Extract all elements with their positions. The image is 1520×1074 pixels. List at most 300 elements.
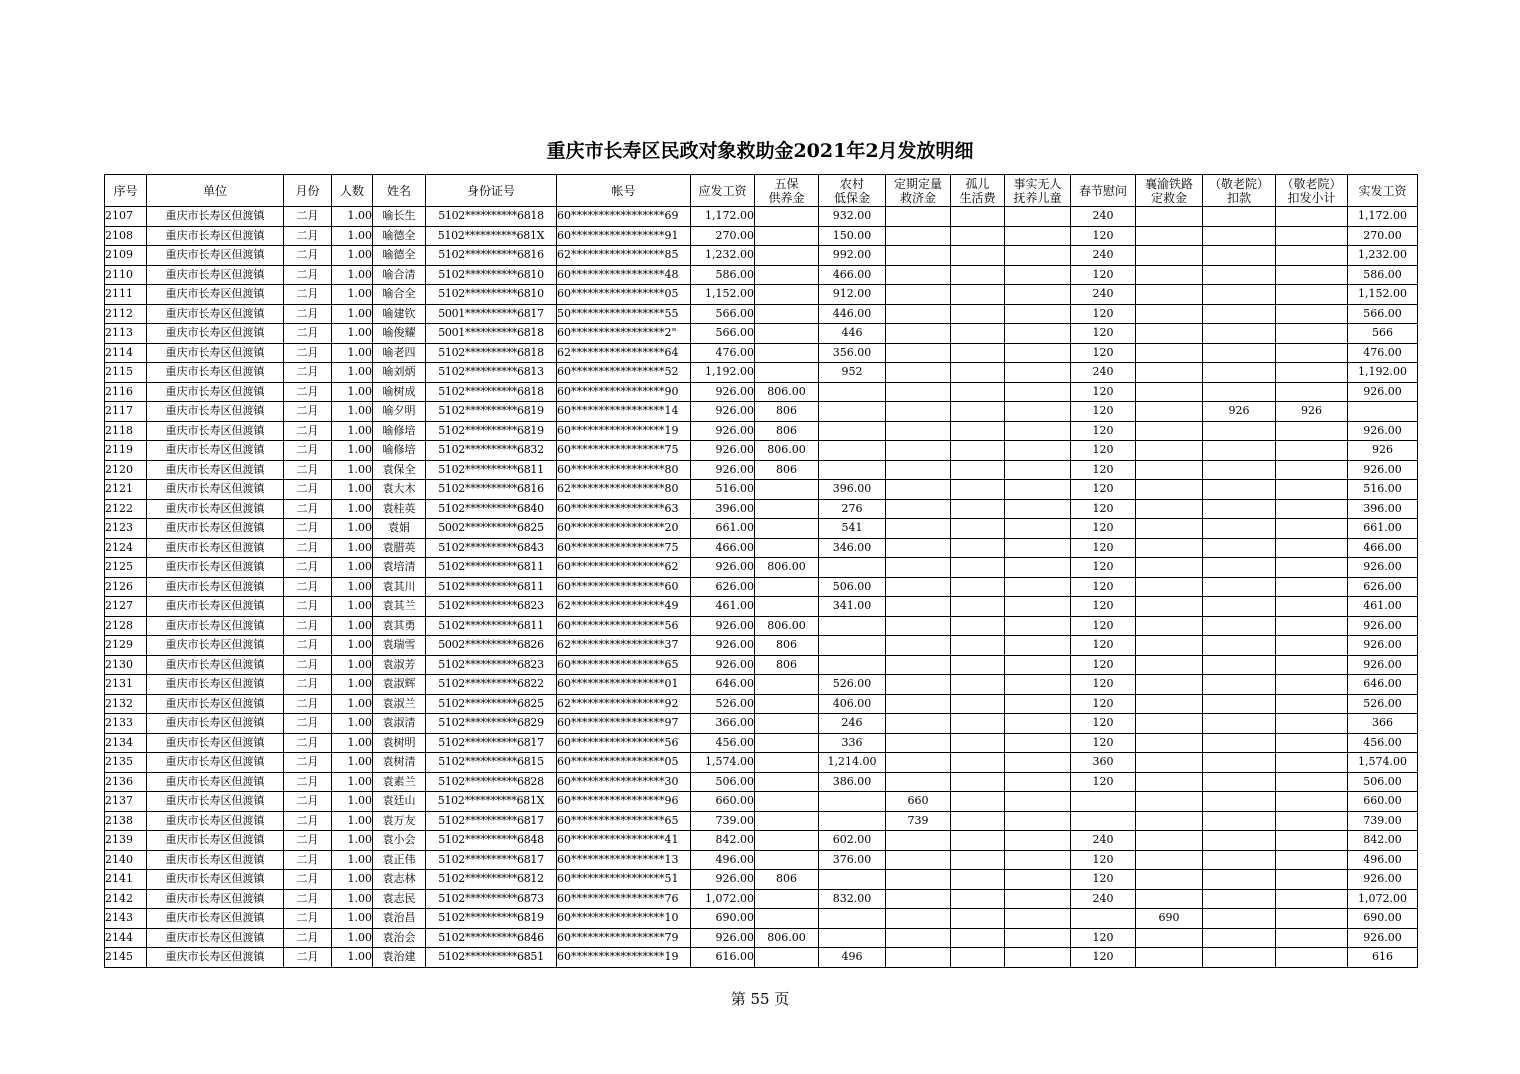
- cell-col-guer: [951, 675, 1005, 695]
- cell-col-jlyxj: [1276, 831, 1348, 851]
- cell-col-seq: 2135: [105, 753, 147, 773]
- cell-col-dingqi: [886, 519, 951, 539]
- cell-col-id: 5002**********6826: [426, 636, 557, 656]
- cell-col-xiangyu: [1136, 343, 1203, 363]
- cell-col-id: 5102**********6851: [426, 948, 557, 968]
- cell-col-chunjie: 120: [1071, 616, 1136, 636]
- cell-col-month: 二月: [284, 538, 332, 558]
- table-row: [105, 519, 1418, 539]
- cell-col-gross: 926.00: [691, 421, 755, 441]
- cell-col-shishi: [1005, 538, 1071, 558]
- cell-col-dingqi: [886, 928, 951, 948]
- cell-col-shishi: [1005, 363, 1071, 383]
- cell-col-account: 62*****************64: [557, 343, 691, 363]
- cell-col-dingqi: [886, 909, 951, 929]
- cell-col-count: 1.00: [332, 285, 373, 305]
- cell-col-count: 1.00: [332, 889, 373, 909]
- cell-col-account: 60*****************76: [557, 889, 691, 909]
- cell-col-wubao: [755, 343, 819, 363]
- cell-col-gross: 516.00: [691, 480, 755, 500]
- cell-col-dingqi: [886, 402, 951, 422]
- cell-col-wubao: 806.00: [755, 616, 819, 636]
- cell-col-seq: 2137: [105, 792, 147, 812]
- cell-col-net: 526.00: [1348, 694, 1418, 714]
- cell-col-net: 516.00: [1348, 480, 1418, 500]
- cell-col-dingqi: [886, 324, 951, 344]
- cell-col-gross: 366.00: [691, 714, 755, 734]
- cell-col-dingqi: [886, 421, 951, 441]
- cell-col-shishi: [1005, 948, 1071, 968]
- cell-col-shishi: [1005, 655, 1071, 675]
- cell-col-seq: 2127: [105, 597, 147, 617]
- cell-col-account: 60*****************01: [557, 675, 691, 695]
- cell-col-gross: 626.00: [691, 577, 755, 597]
- cell-col-jlykk: [1203, 480, 1276, 500]
- cell-col-seq: 2141: [105, 870, 147, 890]
- cell-col-month: 二月: [284, 889, 332, 909]
- cell-col-count: 1.00: [332, 304, 373, 324]
- cell-col-xiangyu: [1136, 324, 1203, 344]
- cell-col-gross: 526.00: [691, 694, 755, 714]
- cell-col-xiangyu: [1136, 519, 1203, 539]
- cell-col-count: 1.00: [332, 831, 373, 851]
- cell-col-xiangyu: [1136, 577, 1203, 597]
- cell-col-id: 5102**********6811: [426, 616, 557, 636]
- cell-col-jlykk: [1203, 733, 1276, 753]
- cell-col-chunjie: [1071, 792, 1136, 812]
- cell-col-month: 二月: [284, 850, 332, 870]
- cell-col-gross: 926.00: [691, 655, 755, 675]
- cell-col-unit: 重庆市长寿区但渡镇: [147, 733, 284, 753]
- cell-col-account: 60*****************96: [557, 792, 691, 812]
- cell-col-xiangyu: [1136, 928, 1203, 948]
- cell-col-unit: 重庆市长寿区但渡镇: [147, 753, 284, 773]
- cell-col-seq: 2108: [105, 226, 147, 246]
- cell-col-account: 60*****************19: [557, 948, 691, 968]
- cell-col-dibao: 336: [819, 733, 886, 753]
- table-row: [105, 694, 1418, 714]
- cell-col-chunjie: 120: [1071, 324, 1136, 344]
- cell-col-guer: [951, 870, 1005, 890]
- cell-col-dibao: 446.00: [819, 304, 886, 324]
- cell-col-name: 袁其勇: [373, 616, 426, 636]
- cell-col-seq: 2130: [105, 655, 147, 675]
- cell-col-id: 5102**********6823: [426, 597, 557, 617]
- cell-col-shishi: [1005, 733, 1071, 753]
- cell-col-wubao: [755, 207, 819, 227]
- cell-col-shishi: [1005, 499, 1071, 519]
- cell-col-id: 5102**********6812: [426, 870, 557, 890]
- cell-col-chunjie: 120: [1071, 772, 1136, 792]
- table-row: [105, 733, 1418, 753]
- table-row: [105, 343, 1418, 363]
- cell-col-shishi: [1005, 831, 1071, 851]
- cell-col-guer: [951, 948, 1005, 968]
- cell-col-net: 842.00: [1348, 831, 1418, 851]
- cell-col-account: 60*****************56: [557, 616, 691, 636]
- cell-col-dibao: 992.00: [819, 246, 886, 266]
- cell-col-gross: 396.00: [691, 499, 755, 519]
- cell-col-net: 461.00: [1348, 597, 1418, 617]
- cell-col-net: 476.00: [1348, 343, 1418, 363]
- cell-col-jlykk: [1203, 616, 1276, 636]
- cell-col-shishi: [1005, 441, 1071, 461]
- cell-col-gross: 566.00: [691, 304, 755, 324]
- cell-col-guer: [951, 558, 1005, 578]
- cell-col-dingqi: [886, 343, 951, 363]
- cell-col-shishi: [1005, 343, 1071, 363]
- cell-col-account: 60*****************97: [557, 714, 691, 734]
- cell-col-wubao: [755, 246, 819, 266]
- cell-col-name: 袁淑兰: [373, 694, 426, 714]
- cell-col-net: 366: [1348, 714, 1418, 734]
- cell-col-dibao: 466.00: [819, 265, 886, 285]
- table-row: [105, 870, 1418, 890]
- cell-col-guer: [951, 811, 1005, 831]
- cell-col-id: 5001**********6818: [426, 324, 557, 344]
- cell-col-seq: 2120: [105, 460, 147, 480]
- cell-col-guer: [951, 421, 1005, 441]
- cell-col-name: 喻建钦: [373, 304, 426, 324]
- cell-col-unit: 重庆市长寿区但渡镇: [147, 519, 284, 539]
- cell-col-unit: 重庆市长寿区但渡镇: [147, 909, 284, 929]
- cell-col-name: 袁廷山: [373, 792, 426, 812]
- cell-col-gross: 926.00: [691, 928, 755, 948]
- cell-col-seq: 2112: [105, 304, 147, 324]
- cell-col-dibao: 832.00: [819, 889, 886, 909]
- cell-col-shishi: [1005, 480, 1071, 500]
- cell-col-account: 60*****************52: [557, 363, 691, 383]
- cell-col-name: 袁治建: [373, 948, 426, 968]
- cell-col-chunjie: 240: [1071, 207, 1136, 227]
- cell-col-name: 喻合全: [373, 285, 426, 305]
- cell-col-unit: 重庆市长寿区但渡镇: [147, 889, 284, 909]
- cell-col-jlykk: [1203, 324, 1276, 344]
- cell-col-dingqi: [886, 948, 951, 968]
- cell-col-jlyxj: [1276, 207, 1348, 227]
- cell-col-unit: 重庆市长寿区但渡镇: [147, 558, 284, 578]
- cell-col-wubao: [755, 889, 819, 909]
- cell-col-unit: 重庆市长寿区但渡镇: [147, 616, 284, 636]
- cell-col-name: 袁桂英: [373, 499, 426, 519]
- cell-col-jlyxj: [1276, 928, 1348, 948]
- cell-col-wubao: [755, 577, 819, 597]
- cell-col-xiangyu: [1136, 889, 1203, 909]
- cell-col-unit: 重庆市长寿区但渡镇: [147, 831, 284, 851]
- cell-col-name: 袁其川: [373, 577, 426, 597]
- cell-col-seq: 2128: [105, 616, 147, 636]
- cell-col-month: 二月: [284, 811, 332, 831]
- cell-col-count: 1.00: [332, 207, 373, 227]
- cell-col-id: 5102**********6811: [426, 577, 557, 597]
- cell-col-guer: [951, 733, 1005, 753]
- table-row: [105, 811, 1418, 831]
- cell-col-chunjie: 240: [1071, 363, 1136, 383]
- cell-col-wubao: [755, 831, 819, 851]
- cell-col-jlykk: [1203, 285, 1276, 305]
- cell-col-jlykk: [1203, 675, 1276, 695]
- cell-col-jlyxj: [1276, 343, 1348, 363]
- cell-col-seq: 2126: [105, 577, 147, 597]
- cell-col-dingqi: [886, 889, 951, 909]
- cell-col-net: 926.00: [1348, 460, 1418, 480]
- cell-col-name: 袁树清: [373, 753, 426, 773]
- cell-col-net: 926: [1348, 441, 1418, 461]
- cell-col-jlykk: [1203, 948, 1276, 968]
- cell-col-count: 1.00: [332, 460, 373, 480]
- cell-col-wubao: [755, 714, 819, 734]
- cell-col-guer: [951, 889, 1005, 909]
- table-row: [105, 714, 1418, 734]
- cell-col-chunjie: 120: [1071, 558, 1136, 578]
- cell-col-id: 5102**********6840: [426, 499, 557, 519]
- cell-col-chunjie: 120: [1071, 226, 1136, 246]
- cell-col-count: 1.00: [332, 421, 373, 441]
- cell-col-name: 喻刘炳: [373, 363, 426, 383]
- cell-col-jlykk: [1203, 694, 1276, 714]
- cell-col-gross: 926.00: [691, 441, 755, 461]
- cell-col-xiangyu: [1136, 616, 1203, 636]
- table-row: [105, 948, 1418, 968]
- cell-col-jlyxj: [1276, 480, 1348, 500]
- cell-col-month: 二月: [284, 402, 332, 422]
- cell-col-jlyxj: [1276, 889, 1348, 909]
- cell-col-wubao: [755, 948, 819, 968]
- cell-col-xiangyu: [1136, 870, 1203, 890]
- cell-col-month: 二月: [284, 675, 332, 695]
- table-row: [105, 831, 1418, 851]
- cell-col-id: 5102**********6817: [426, 733, 557, 753]
- cell-col-wubao: [755, 265, 819, 285]
- cell-col-name: 喻修培: [373, 441, 426, 461]
- cell-col-xiangyu: [1136, 636, 1203, 656]
- cell-col-xiangyu: [1136, 402, 1203, 422]
- cell-col-month: 二月: [284, 928, 332, 948]
- cell-col-seq: 2144: [105, 928, 147, 948]
- cell-col-seq: 2119: [105, 441, 147, 461]
- cell-col-unit: 重庆市长寿区但渡镇: [147, 285, 284, 305]
- cell-col-wubao: [755, 792, 819, 812]
- cell-col-seq: 2109: [105, 246, 147, 266]
- cell-col-chunjie: 120: [1071, 499, 1136, 519]
- cell-col-gross: 461.00: [691, 597, 755, 617]
- cell-col-jlykk: [1203, 265, 1276, 285]
- cell-col-unit: 重庆市长寿区但渡镇: [147, 694, 284, 714]
- cell-col-seq: 2132: [105, 694, 147, 714]
- cell-col-seq: 2123: [105, 519, 147, 539]
- cell-col-chunjie: 120: [1071, 519, 1136, 539]
- cell-col-id: 5102**********6825: [426, 694, 557, 714]
- cell-col-unit: 重庆市长寿区但渡镇: [147, 675, 284, 695]
- cell-col-dingqi: [886, 597, 951, 617]
- cell-col-seq: 2143: [105, 909, 147, 929]
- cell-col-xiangyu: 690: [1136, 909, 1203, 929]
- cell-col-xiangyu: [1136, 226, 1203, 246]
- cell-col-count: 1.00: [332, 246, 373, 266]
- cell-col-name: 袁淑清: [373, 714, 426, 734]
- cell-col-account: 60*****************51: [557, 870, 691, 890]
- cell-col-dingqi: [886, 733, 951, 753]
- cell-col-dingqi: 660: [886, 792, 951, 812]
- cell-col-unit: 重庆市长寿区但渡镇: [147, 246, 284, 266]
- cell-col-count: 1.00: [332, 694, 373, 714]
- cell-col-gross: 456.00: [691, 733, 755, 753]
- cell-col-seq: 2138: [105, 811, 147, 831]
- cell-col-chunjie: 120: [1071, 870, 1136, 890]
- cell-col-net: 926.00: [1348, 558, 1418, 578]
- cell-col-net: 566: [1348, 324, 1418, 344]
- cell-col-name: 袁腊英: [373, 538, 426, 558]
- cell-col-shishi: [1005, 246, 1071, 266]
- cell-col-dingqi: [886, 207, 951, 227]
- cell-col-id: 5102**********6823: [426, 655, 557, 675]
- header-col-dingqi: 定期定量 救济金: [886, 175, 951, 207]
- cell-col-gross: 1,172.00: [691, 207, 755, 227]
- table-row: [105, 636, 1418, 656]
- cell-col-jlyxj: [1276, 538, 1348, 558]
- cell-col-shishi: [1005, 909, 1071, 929]
- table-row: [105, 909, 1418, 929]
- cell-col-xiangyu: [1136, 831, 1203, 851]
- table-row: [105, 928, 1418, 948]
- cell-col-dibao: [819, 558, 886, 578]
- cell-col-seq: 2142: [105, 889, 147, 909]
- cell-col-guer: [951, 616, 1005, 636]
- cell-col-dibao: [819, 460, 886, 480]
- cell-col-xiangyu: [1136, 948, 1203, 968]
- cell-col-wubao: [755, 226, 819, 246]
- cell-col-gross: 1,072.00: [691, 889, 755, 909]
- cell-col-xiangyu: [1136, 811, 1203, 831]
- cell-col-account: 60*****************14: [557, 402, 691, 422]
- cell-col-count: 1.00: [332, 480, 373, 500]
- cell-col-jlykk: [1203, 928, 1276, 948]
- cell-col-xiangyu: [1136, 714, 1203, 734]
- cell-col-net: 626.00: [1348, 577, 1418, 597]
- cell-col-chunjie: 120: [1071, 714, 1136, 734]
- cell-col-chunjie: 120: [1071, 577, 1136, 597]
- cell-col-gross: 926.00: [691, 382, 755, 402]
- cell-col-wubao: [755, 733, 819, 753]
- cell-col-name: 喻俊耀: [373, 324, 426, 344]
- cell-col-name: 袁正伟: [373, 850, 426, 870]
- cell-col-guer: [951, 577, 1005, 597]
- cell-col-seq: 2145: [105, 948, 147, 968]
- cell-col-jlykk: [1203, 343, 1276, 363]
- cell-col-jlykk: [1203, 207, 1276, 227]
- header-col-gross: 应发工资: [691, 175, 755, 207]
- cell-col-dingqi: [886, 304, 951, 324]
- cell-col-jlykk: [1203, 870, 1276, 890]
- cell-col-count: 1.00: [332, 811, 373, 831]
- cell-col-jlyxj: [1276, 811, 1348, 831]
- cell-col-shishi: [1005, 226, 1071, 246]
- cell-col-guer: [951, 382, 1005, 402]
- cell-col-wubao: 806.00: [755, 441, 819, 461]
- cell-col-account: 60*****************69: [557, 207, 691, 227]
- cell-col-xiangyu: [1136, 207, 1203, 227]
- table-row: [105, 597, 1418, 617]
- cell-col-jlyxj: [1276, 460, 1348, 480]
- cell-col-dingqi: [886, 577, 951, 597]
- cell-col-seq: 2114: [105, 343, 147, 363]
- cell-col-chunjie: 120: [1071, 441, 1136, 461]
- cell-col-shishi: [1005, 285, 1071, 305]
- cell-col-dingqi: [886, 655, 951, 675]
- cell-col-dingqi: [886, 870, 951, 890]
- cell-col-net: 456.00: [1348, 733, 1418, 753]
- cell-col-count: 1.00: [332, 792, 373, 812]
- cell-col-jlykk: [1203, 577, 1276, 597]
- cell-col-dibao: 912.00: [819, 285, 886, 305]
- cell-col-jlyxj: [1276, 694, 1348, 714]
- cell-col-wubao: 806.00: [755, 928, 819, 948]
- cell-col-name: 喻树成: [373, 382, 426, 402]
- cell-col-id: 5102**********6873: [426, 889, 557, 909]
- cell-col-net: 926.00: [1348, 421, 1418, 441]
- cell-col-id: 5102**********6810: [426, 265, 557, 285]
- cell-col-count: 1.00: [332, 577, 373, 597]
- cell-col-jlykk: [1203, 636, 1276, 656]
- cell-col-name: 喻长生: [373, 207, 426, 227]
- cell-col-shishi: [1005, 694, 1071, 714]
- cell-col-dibao: 376.00: [819, 850, 886, 870]
- cell-col-net: 616: [1348, 948, 1418, 968]
- cell-col-jlykk: [1203, 499, 1276, 519]
- cell-col-account: 60*****************30: [557, 772, 691, 792]
- cell-col-shishi: [1005, 421, 1071, 441]
- table-row: [105, 499, 1418, 519]
- cell-col-wubao: [755, 675, 819, 695]
- cell-col-shishi: [1005, 460, 1071, 480]
- table-row: [105, 265, 1418, 285]
- cell-col-wubao: 806: [755, 421, 819, 441]
- cell-col-wubao: [755, 811, 819, 831]
- cell-col-unit: 重庆市长寿区但渡镇: [147, 382, 284, 402]
- cell-col-wubao: [755, 519, 819, 539]
- cell-col-guer: [951, 265, 1005, 285]
- cell-col-chunjie: [1071, 811, 1136, 831]
- cell-col-jlykk: [1203, 421, 1276, 441]
- cell-col-account: 60*****************10: [557, 909, 691, 929]
- cell-col-guer: [951, 655, 1005, 675]
- cell-col-count: 1.00: [332, 948, 373, 968]
- cell-col-chunjie: [1071, 909, 1136, 929]
- cell-col-seq: 2116: [105, 382, 147, 402]
- cell-col-name: 袁娟: [373, 519, 426, 539]
- cell-col-unit: 重庆市长寿区但渡镇: [147, 714, 284, 734]
- cell-col-net: 586.00: [1348, 265, 1418, 285]
- cell-col-id: 5102**********6817: [426, 850, 557, 870]
- table-row: [105, 558, 1418, 578]
- cell-col-wubao: 806: [755, 460, 819, 480]
- table-row: [105, 577, 1418, 597]
- cell-col-guer: [951, 226, 1005, 246]
- cell-col-wubao: [755, 909, 819, 929]
- cell-col-chunjie: 120: [1071, 694, 1136, 714]
- cell-col-month: 二月: [284, 792, 332, 812]
- cell-col-account: 62*****************37: [557, 636, 691, 656]
- cell-col-gross: 646.00: [691, 675, 755, 695]
- cell-col-name: 袁保全: [373, 460, 426, 480]
- cell-col-account: 60*****************79: [557, 928, 691, 948]
- cell-col-jlykk: [1203, 246, 1276, 266]
- cell-col-dibao: 602.00: [819, 831, 886, 851]
- cell-col-chunjie: 120: [1071, 928, 1136, 948]
- cell-col-unit: 重庆市长寿区但渡镇: [147, 870, 284, 890]
- cell-col-account: 60*****************75: [557, 441, 691, 461]
- cell-col-dibao: [819, 909, 886, 929]
